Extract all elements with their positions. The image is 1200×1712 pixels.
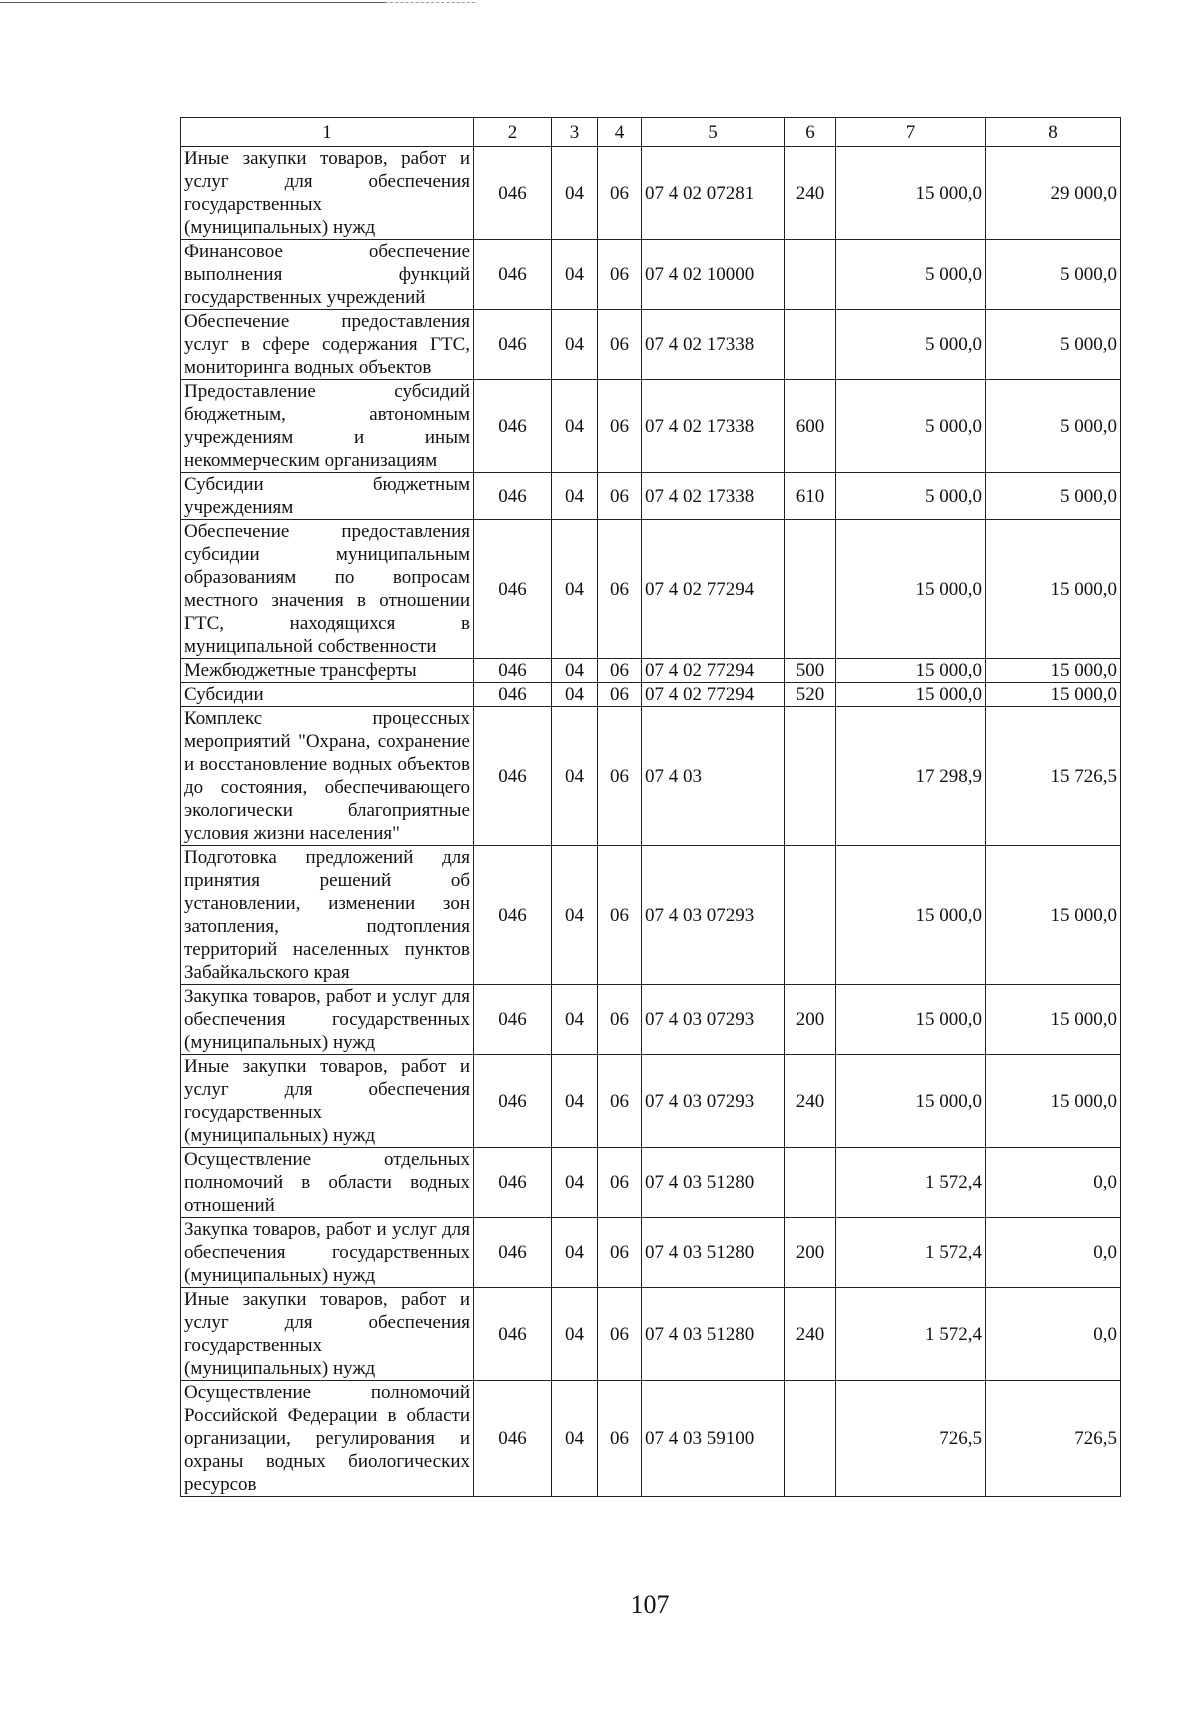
cell-name: Субсидии бюджетным учреждениям xyxy=(181,473,474,520)
cell-name: Иные закупки товаров, работ и услуг для обеспечения государственных (муниципальных) нужд xyxy=(181,1055,474,1148)
cell-ministry-code: 046 xyxy=(474,1055,552,1148)
cell-amount-2: 15 000,0 xyxy=(986,520,1121,659)
cell-amount-1: 17 298,9 xyxy=(836,707,986,846)
cell-section: 04 xyxy=(552,473,598,520)
cell-target-article: 07 4 02 77294 xyxy=(642,659,785,683)
cell-amount-1: 15 000,0 xyxy=(836,1055,986,1148)
cell-amount-2: 5 000,0 xyxy=(986,380,1121,473)
cell-amount-2: 15 000,0 xyxy=(986,985,1121,1055)
top-border-line xyxy=(0,2,385,3)
column-header: 1 xyxy=(181,118,474,147)
cell-target-article: 07 4 03 07293 xyxy=(642,1055,785,1148)
cell-name: Субсидии xyxy=(181,683,474,707)
cell-section: 04 xyxy=(552,659,598,683)
cell-amount-2: 5 000,0 xyxy=(986,240,1121,310)
column-header: 8 xyxy=(986,118,1121,147)
cell-amount-2: 0,0 xyxy=(986,1148,1121,1218)
cell-amount-1: 5 000,0 xyxy=(836,240,986,310)
table-row xyxy=(181,240,1121,310)
cell-name: Комплекс процессных мероприятий "Охрана, сохранение и восстановление водных объектов до состояния, обеспечивающего экологически благоприятные условия жизни населения" xyxy=(181,707,474,846)
cell-expense-type: 240 xyxy=(785,147,836,240)
cell-subsection: 06 xyxy=(598,1148,642,1218)
cell-ministry-code: 046 xyxy=(474,473,552,520)
table-row xyxy=(181,846,1121,985)
table-row xyxy=(181,520,1121,659)
cell-target-article: 07 4 02 10000 xyxy=(642,240,785,310)
cell-amount-1: 15 000,0 xyxy=(836,147,986,240)
table-row xyxy=(181,1055,1121,1148)
cell-name: Иные закупки товаров, работ и услуг для обеспечения государственных (муниципальных) нужд xyxy=(181,147,474,240)
cell-target-article: 07 4 02 17338 xyxy=(642,310,785,380)
column-header: 7 xyxy=(836,118,986,147)
cell-target-article: 07 4 03 07293 xyxy=(642,985,785,1055)
cell-expense-type: 500 xyxy=(785,659,836,683)
cell-amount-1: 1 572,4 xyxy=(836,1288,986,1381)
column-header: 4 xyxy=(598,118,642,147)
cell-amount-1: 15 000,0 xyxy=(836,683,986,707)
cell-name: Подготовка предложений для принятия решений об установлении, изменении зон затопления, подтопления территорий населенных пунктов Забайкальского края xyxy=(181,846,474,985)
cell-subsection: 06 xyxy=(598,985,642,1055)
cell-subsection: 06 xyxy=(598,310,642,380)
table-row xyxy=(181,1218,1121,1288)
table-row xyxy=(181,473,1121,520)
cell-expense-type: 240 xyxy=(785,1288,836,1381)
cell-ministry-code: 046 xyxy=(474,240,552,310)
cell-amount-2: 15 726,5 xyxy=(986,707,1121,846)
cell-amount-2: 15 000,0 xyxy=(986,683,1121,707)
cell-expense-type xyxy=(785,707,836,846)
cell-subsection: 06 xyxy=(598,520,642,659)
cell-expense-type xyxy=(785,1381,836,1497)
cell-name: Иные закупки товаров, работ и услуг для обеспечения государственных (муниципальных) нужд xyxy=(181,1288,474,1381)
table-row xyxy=(181,985,1121,1055)
table-row xyxy=(181,1288,1121,1381)
cell-target-article: 07 4 03 51280 xyxy=(642,1218,785,1288)
cell-section: 04 xyxy=(552,1288,598,1381)
cell-ministry-code: 046 xyxy=(474,520,552,659)
table-row xyxy=(181,1148,1121,1218)
cell-subsection: 06 xyxy=(598,1218,642,1288)
cell-target-article: 07 4 03 xyxy=(642,707,785,846)
page-number: 107 xyxy=(630,1590,670,1619)
cell-amount-1: 1 572,4 xyxy=(836,1218,986,1288)
cell-section: 04 xyxy=(552,985,598,1055)
cell-subsection: 06 xyxy=(598,1055,642,1148)
cell-name: Закупка товаров, работ и услуг для обеспечения государственных (муниципальных) нужд xyxy=(181,1218,474,1288)
cell-section: 04 xyxy=(552,147,598,240)
column-header: 6 xyxy=(785,118,836,147)
column-header: 5 xyxy=(642,118,785,147)
cell-section: 04 xyxy=(552,380,598,473)
cell-expense-type xyxy=(785,520,836,659)
cell-section: 04 xyxy=(552,683,598,707)
cell-subsection: 06 xyxy=(598,846,642,985)
cell-name: Финансовое обеспечение выполнения функций государственных учреждений xyxy=(181,240,474,310)
cell-amount-2: 29 000,0 xyxy=(986,147,1121,240)
cell-expense-type xyxy=(785,846,836,985)
cell-target-article: 07 4 03 07293 xyxy=(642,846,785,985)
cell-expense-type: 240 xyxy=(785,1055,836,1148)
cell-ministry-code: 046 xyxy=(474,310,552,380)
cell-amount-1: 15 000,0 xyxy=(836,659,986,683)
cell-target-article: 07 4 02 17338 xyxy=(642,380,785,473)
table-row xyxy=(181,1381,1121,1497)
cell-target-article: 07 4 02 77294 xyxy=(642,683,785,707)
cell-name: Межбюджетные трансферты xyxy=(181,659,474,683)
cell-section: 04 xyxy=(552,1148,598,1218)
cell-amount-1: 15 000,0 xyxy=(836,846,986,985)
cell-ministry-code: 046 xyxy=(474,147,552,240)
cell-section: 04 xyxy=(552,1055,598,1148)
cell-amount-1: 15 000,0 xyxy=(836,985,986,1055)
cell-target-article: 07 4 03 59100 xyxy=(642,1381,785,1497)
cell-target-article: 07 4 02 17338 xyxy=(642,473,785,520)
cell-ministry-code: 046 xyxy=(474,846,552,985)
cell-amount-2: 15 000,0 xyxy=(986,1055,1121,1148)
cell-name: Предоставление субсидий бюджетным, автономным учреждениям и иным некоммерческим организациям xyxy=(181,380,474,473)
table-header-row xyxy=(181,118,1121,147)
cell-amount-1: 726,5 xyxy=(836,1381,986,1497)
cell-section: 04 xyxy=(552,846,598,985)
cell-subsection: 06 xyxy=(598,659,642,683)
cell-amount-2: 0,0 xyxy=(986,1218,1121,1288)
cell-subsection: 06 xyxy=(598,473,642,520)
cell-expense-type xyxy=(785,1148,836,1218)
cell-ministry-code: 046 xyxy=(474,683,552,707)
table-row xyxy=(181,659,1121,683)
cell-name: Закупка товаров, работ и услуг для обеспечения государственных (муниципальных) нужд xyxy=(181,985,474,1055)
cell-subsection: 06 xyxy=(598,707,642,846)
cell-amount-2: 726,5 xyxy=(986,1381,1121,1497)
cell-name: Обеспечение предоставления услуг в сфере содержания ГТС, мониторинга водных объектов xyxy=(181,310,474,380)
cell-amount-1: 15 000,0 xyxy=(836,520,986,659)
cell-section: 04 xyxy=(552,707,598,846)
cell-section: 04 xyxy=(552,1381,598,1497)
cell-subsection: 06 xyxy=(598,147,642,240)
column-header: 2 xyxy=(474,118,552,147)
cell-expense-type xyxy=(785,240,836,310)
cell-subsection: 06 xyxy=(598,380,642,473)
cell-ministry-code: 046 xyxy=(474,985,552,1055)
cell-ministry-code: 046 xyxy=(474,380,552,473)
cell-ministry-code: 046 xyxy=(474,659,552,683)
cell-expense-type: 200 xyxy=(785,1218,836,1288)
cell-amount-2: 0,0 xyxy=(986,1288,1121,1381)
cell-amount-1: 5 000,0 xyxy=(836,473,986,520)
cell-amount-1: 1 572,4 xyxy=(836,1148,986,1218)
table-row xyxy=(181,147,1121,240)
cell-name: Осуществление отдельных полномочий в области водных отношений xyxy=(181,1148,474,1218)
table-row xyxy=(181,683,1121,707)
cell-target-article: 07 4 03 51280 xyxy=(642,1148,785,1218)
cell-subsection: 06 xyxy=(598,1288,642,1381)
cell-subsection: 06 xyxy=(598,240,642,310)
cell-ministry-code: 046 xyxy=(474,1381,552,1497)
budget-table xyxy=(180,117,1121,1497)
cell-amount-2: 5 000,0 xyxy=(986,310,1121,380)
top-border-line-faint xyxy=(385,2,475,3)
cell-target-article: 07 4 02 07281 xyxy=(642,147,785,240)
table-row xyxy=(181,380,1121,473)
table-row xyxy=(181,707,1121,846)
cell-ministry-code: 046 xyxy=(474,1148,552,1218)
cell-amount-2: 5 000,0 xyxy=(986,473,1121,520)
cell-amount-2: 15 000,0 xyxy=(986,659,1121,683)
table-row xyxy=(181,310,1121,380)
cell-ministry-code: 046 xyxy=(474,707,552,846)
cell-expense-type: 200 xyxy=(785,985,836,1055)
cell-target-article: 07 4 02 77294 xyxy=(642,520,785,659)
column-header: 3 xyxy=(552,118,598,147)
cell-amount-1: 5 000,0 xyxy=(836,310,986,380)
cell-amount-1: 5 000,0 xyxy=(836,380,986,473)
cell-expense-type: 520 xyxy=(785,683,836,707)
cell-ministry-code: 046 xyxy=(474,1288,552,1381)
cell-target-article: 07 4 03 51280 xyxy=(642,1288,785,1381)
cell-amount-2: 15 000,0 xyxy=(986,846,1121,985)
cell-name: Осуществление полномочий Российской Федерации в области организации, регулирования и охраны водных биологических ресурсов xyxy=(181,1381,474,1497)
cell-expense-type xyxy=(785,310,836,380)
cell-subsection: 06 xyxy=(598,683,642,707)
cell-subsection: 06 xyxy=(598,1381,642,1497)
cell-section: 04 xyxy=(552,520,598,659)
cell-section: 04 xyxy=(552,310,598,380)
cell-expense-type: 610 xyxy=(785,473,836,520)
cell-ministry-code: 046 xyxy=(474,1218,552,1288)
cell-name: Обеспечение предоставления субсидии муниципальным образованиям по вопросам местного значения в отношении ГТС, находящихся в муниципальной собственности xyxy=(181,520,474,659)
cell-section: 04 xyxy=(552,1218,598,1288)
cell-section: 04 xyxy=(552,240,598,310)
cell-expense-type: 600 xyxy=(785,380,836,473)
